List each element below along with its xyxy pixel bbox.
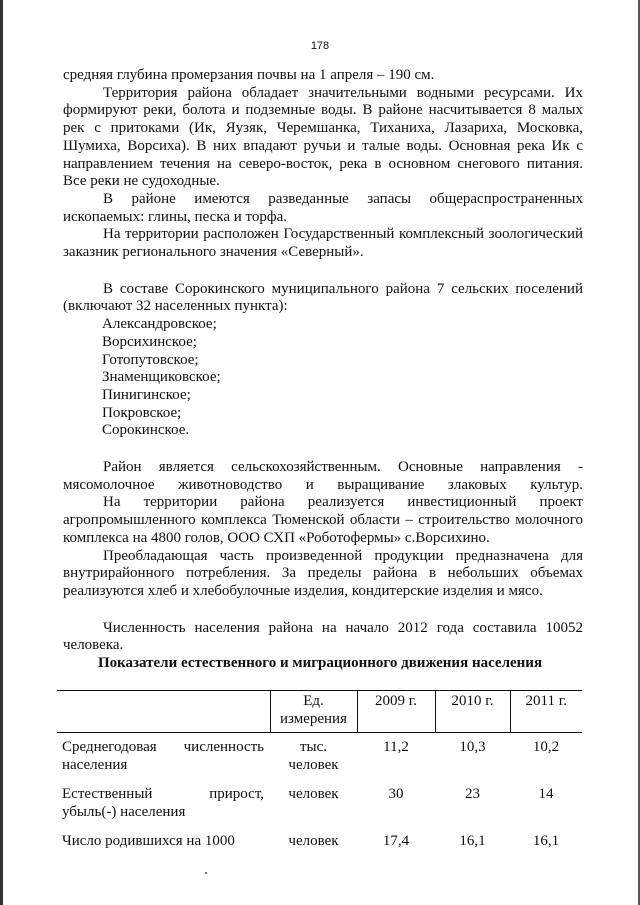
population-table (57, 690, 582, 857)
paragraph-settlements-intro: В составе Сорокинского муниципального района 7 сельских поселений (включают 32 населенных пункта): (63, 280, 583, 315)
paragraph-water-resources: Территория района обладает значительными водными ресурсами. Их формируют реки, болота и подземные воды. В районе насчитывается 8 малых рек с притоками (Ик, Яузяк, Черемшанка, Тиханиха, Лазариха, Московка, Шумиха, Ворсиха). В них впадают ручьи и талые воды. Основная река Ик с направлением течения на северо-восток, река в основном снегового питания. Все реки не судоходные. (63, 84, 583, 190)
value-cell: 10,3 (459, 739, 486, 755)
list-item: Готопутовское; (102, 351, 199, 368)
paragraph-investment-project: На территории района реализуется инвестиционный проект агропромышленного комплекса Тюменской области – строительство молочного комплекса на 4800 голов, ООО СХП «Роботофермы» с.Ворсихино. (63, 494, 583, 546)
list-item: Пинигинское; (102, 386, 191, 403)
header-unit: Ед. измерения (270, 691, 357, 733)
paragraph-economy: Район является сельскохозяйственным. Основные направления - мясомолочное животноводство и выращивание злаковых культур. (63, 459, 583, 493)
document-body (63, 67, 583, 655)
header-2011: 2011 г. (510, 691, 582, 733)
table-row (57, 780, 582, 827)
value-cell: 23 (465, 786, 480, 802)
value-cell: 17,4 (382, 833, 410, 849)
scan-left-edge (0, 0, 3, 905)
header-indicator (57, 691, 270, 733)
unit-cell: тыс. человек (288, 739, 339, 773)
value-cell: 10,2 (532, 739, 560, 755)
table-title: Показатели естественного и миграционного движения населения (97, 655, 543, 671)
list-item: Сорокинское. (102, 422, 190, 439)
header-2010: 2010 г. (435, 691, 510, 733)
indicator-cell: Число родившихся на 1000 (62, 833, 235, 849)
table-row (57, 827, 582, 857)
paragraph-minerals: В районе имеются разведанные запасы общераспространенных ископаемых: глины, песка и торфа. (63, 190, 583, 225)
indicator-cell: Среднегодовая численность населения (62, 739, 264, 773)
page-number: 178 (310, 40, 330, 52)
paragraph-population: Численность населения района на начало 2012 года составила 10052 человека. (63, 619, 583, 654)
value-cell: 16,1 (459, 833, 486, 849)
list-item: Покровское; (102, 404, 182, 421)
list-item: Знаменщиковское; (102, 369, 221, 386)
list-item: Ворсихинское; (102, 333, 197, 350)
value-cell: 16,1 (532, 833, 560, 849)
unit-cell: человек (288, 833, 339, 849)
list-item: Александровское; (102, 316, 217, 333)
table-header-row (57, 691, 582, 733)
unit-cell: человек (288, 786, 339, 802)
settlement-list (63, 316, 583, 440)
paragraph-frost-depth: средняя глубина промерзания почвы на 1 апреля – 190 см. (63, 67, 435, 83)
value-cell: 14 (538, 786, 554, 802)
scan-speck (205, 872, 207, 874)
value-cell: 30 (388, 786, 404, 802)
header-2009: 2009 г. (357, 691, 435, 733)
indicator-cell: Естественный прирост, убыль(-) населения (62, 786, 264, 820)
value-cell: 11,2 (383, 739, 409, 755)
paragraph-production: Преобладающая часть произведенной продукции предназначена для внутрирайонного потребления. За пределы района в небольших объемах реализуются хлеб и хлебобулочные изделия, кондитерские изделия и мясо. (63, 547, 583, 599)
paragraph-reserve: На территории расположен Государственный комплексный зоологический заказник регионального значения «Северный». (63, 226, 583, 261)
table-row (57, 733, 582, 781)
